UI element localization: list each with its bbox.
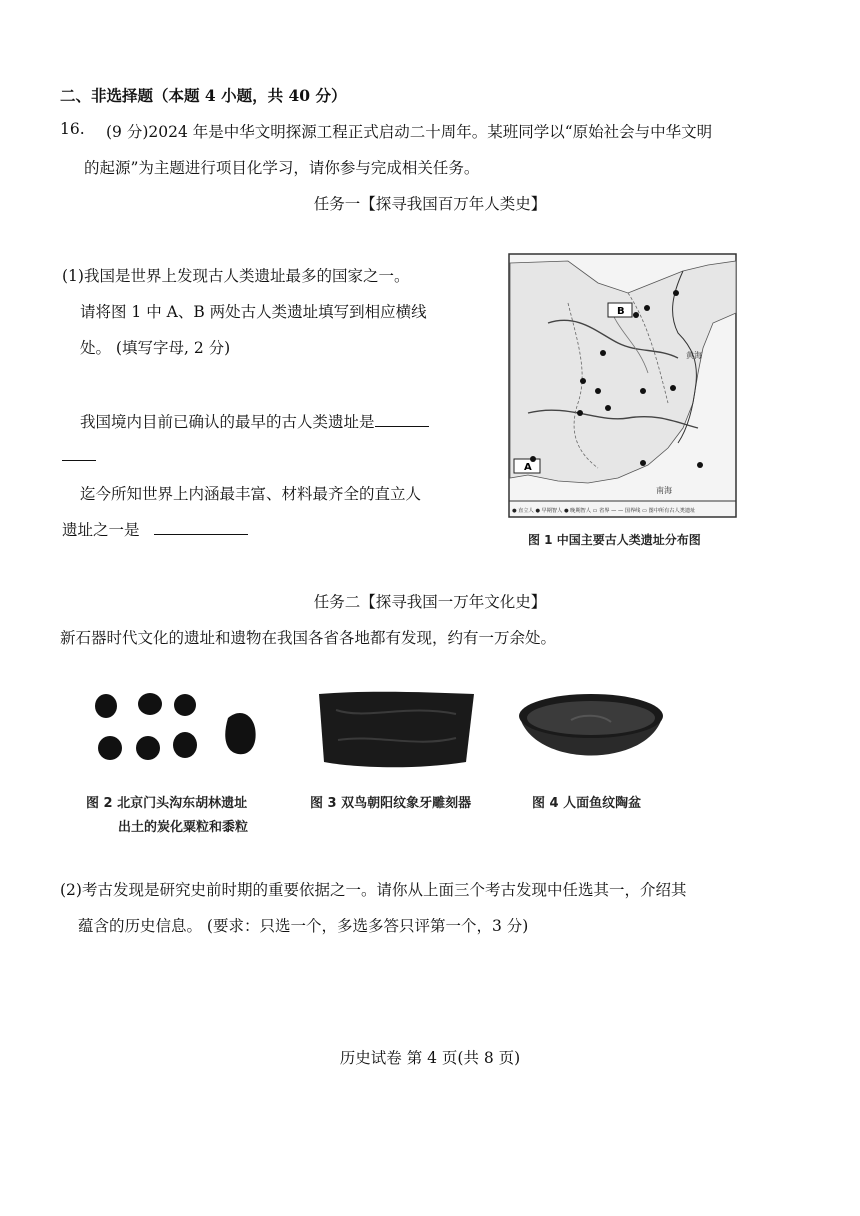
figure1-map [508, 253, 737, 518]
task1-q1-line3: 处。 (填写字母, 2 分) [80, 339, 231, 357]
task1-q1-line1: (1)我国是世界上发现古人类遗址最多的国家之一。 [62, 267, 410, 285]
figure2-caption-line1: 图 2 北京门头沟东胡林遗址 [86, 796, 248, 811]
earliest-site-blank-continued[interactable] [62, 446, 96, 465]
sea-south-label: 南海 [656, 486, 672, 495]
page-footer: 历史试卷 第 4 页(共 8 页) [339, 1049, 521, 1067]
map-label-a: A [524, 462, 532, 473]
question-intro-line1: (9 分)2024 年是中华文明探源工程正式启动二十周年。某班同学以“原始社会与中华文明 [106, 123, 713, 141]
earliest-site-blank[interactable] [375, 412, 429, 427]
figure2-seeds [90, 690, 270, 770]
section-heading: 二、非选择题（本题 4 小题，共 40 分） [60, 86, 347, 105]
richest-site-line1: 迄今所知世界上内涵最丰富、材料最齐全的直立人 [80, 485, 422, 503]
task2-title: 任务二【探寻我国一万年文化史】 [313, 593, 547, 611]
earliest-site-text: 我国境内目前已确认的最早的古人类遗址是 [80, 413, 375, 431]
task2-intro: 新石器时代文化的遗址和遗物在我国各省各地都有发现，约有一万余处。 [60, 629, 557, 647]
figure3-caption: 图 3 双鸟朝阳纹象牙雕刻器 [310, 796, 472, 811]
china-map-graphic [508, 253, 737, 518]
map-label-b: B [617, 306, 625, 317]
earliest-site-prompt [80, 410, 429, 432]
figure1-caption: 图 1 中国主要古人类遗址分布图 [528, 533, 701, 547]
question-number: 16. [60, 120, 85, 138]
task2-q2-line1: (2)考古发现是研究史前时期的重要依据之一。请你从上面三个考古发现中任选其一，介绍其 [60, 881, 687, 899]
figure2-caption-line2: 出土的炭化粟粒和黍粒 [118, 820, 249, 835]
sea-east-label: 黄海 [686, 351, 702, 360]
carbonized-grains-graphic [90, 690, 270, 770]
task1-q1-line2: 请将图 1 中 A、B 两处古人类遗址填写到相应横线 [80, 303, 427, 321]
question-intro-line2: 的起源”为主题进行项目化学习，请你参与完成相关任务。 [84, 159, 480, 177]
task1-title: 任务一【探寻我国百万年人类史】 [313, 195, 547, 213]
ivory-carving-graphic [316, 690, 478, 772]
richest-site-blank[interactable] [154, 520, 248, 535]
figure4-caption: 图 4 人面鱼纹陶盆 [532, 796, 642, 811]
figure4-pottery-basin [516, 688, 666, 776]
figure3-ivory-carving [316, 690, 478, 772]
map-legend: ● 直立人 ● 早期智人 ● 晚期智人 ▭ 省界 — — 国界线 ▭ 图中所有古人类遗址 [512, 508, 696, 514]
richest-site-prompt [62, 518, 248, 540]
task2-q2-line2: 蕴含的历史信息。 (要求：只选一个，多选多答只评第一个，3 分) [78, 917, 529, 935]
richest-site-text: 遗址之一是 [62, 521, 140, 539]
pottery-basin-graphic [516, 688, 666, 776]
